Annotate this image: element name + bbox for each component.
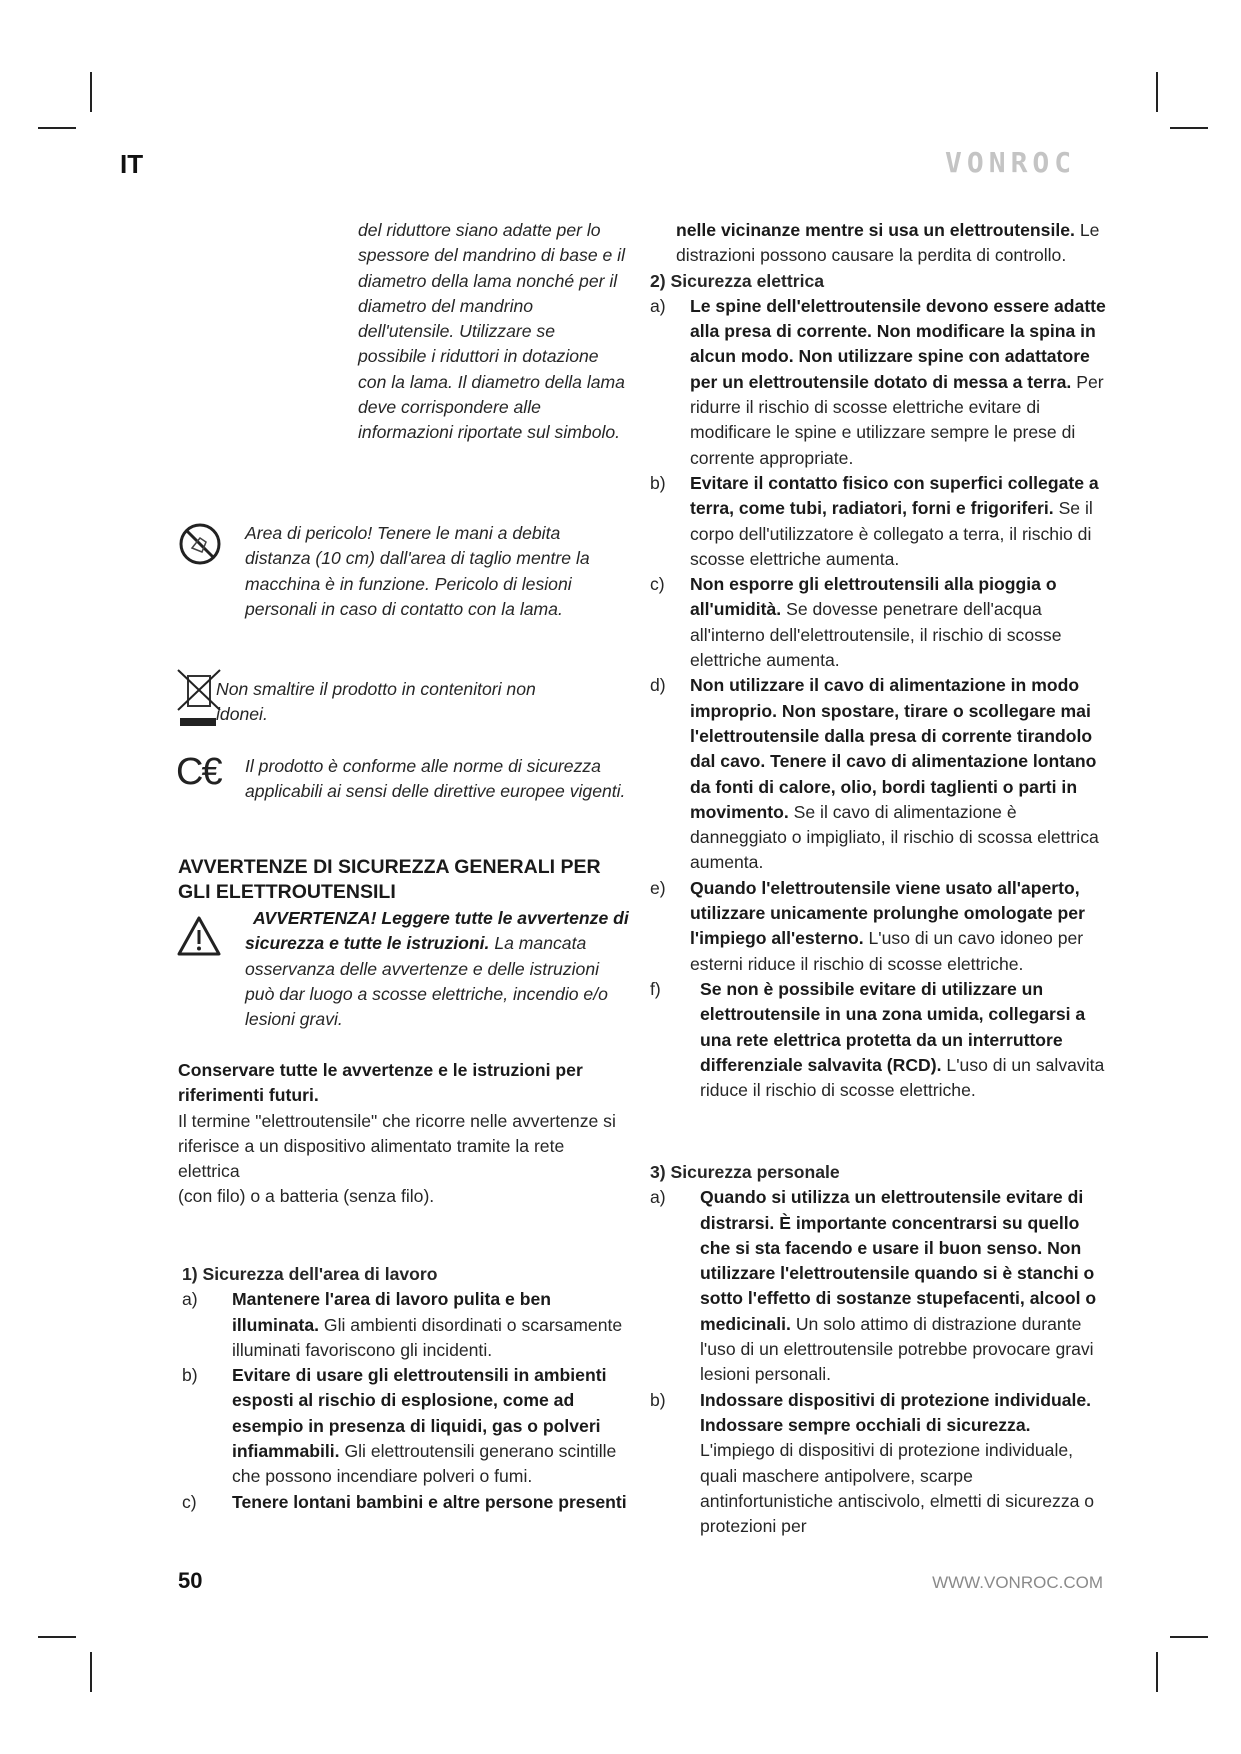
item-label: b): [650, 1389, 666, 1410]
item-label: c): [182, 1491, 197, 1512]
keep-instructions: Conservare tutte le avvertenze e le istruzioni per riferimenti futuri.: [178, 1060, 583, 1106]
crop-mark: [1170, 127, 1208, 129]
item-bold: Le spine dell'elettroutensile devono essere adatte alla presa di corrente. Non modificare la spina in alcun modo. Non utilizzare spine con adattatore per un elettroutensile dotato di messa a terra.: [690, 295, 1106, 392]
left-body: [178, 1058, 628, 1210]
list-item: [650, 572, 1106, 673]
work-area-section: [182, 1262, 628, 1515]
warning-body: La mancata osservanza delle avvertenze e delle istruzioni può dar luogo a scosse elettriche, incendio e/o lesioni gravi.: [245, 933, 608, 1030]
item-text: L'uso di un cavo idoneo per esterni riduce il rischio di scosse elettriche.: [690, 928, 1084, 974]
term-line: (con filo) o a batteria (senza filo).: [178, 1186, 435, 1207]
list-item: [650, 471, 1106, 572]
item-text: Gli elettroutensili generano scintille che possono incendiare polveri o fumi.: [232, 1441, 617, 1487]
warning-bold: AVVERTENZA! Leggere tutte le avvertenze di sicurezza e tutte le istruzioni.: [245, 908, 629, 954]
list-item: [650, 673, 1106, 875]
item-bold: Evitare il contatto fisico con superfici collegate a terra, come tubi, radiatori, forni e frigoriferi.: [690, 472, 1099, 519]
continued-text: Le distrazioni possono causare la perdita di controllo.: [676, 220, 1100, 266]
item-bold: Tenere lontani bambini e altre persone presenti: [232, 1491, 627, 1512]
item-text: Per ridurre il rischio di scosse elettriche evitare di modificare le spine e utilizzare sempre le prese di corrente appropriate.: [690, 371, 1104, 468]
term-line: Il termine "elettroutensile" che ricorre nelle avvertenze si: [178, 1110, 616, 1131]
personal-safety-section: [650, 1160, 1106, 1539]
item-text: Se il corpo dell'utilizzatore è collegato a terra, il rischio di scosse elettriche aumenta.: [690, 498, 1093, 569]
item-bold: Non utilizzare il cavo di alimentazione in modo improprio. Non spostare, tirare o scollegare mai l'elettroutensile dalla presa di corrente tirandolo dal cavo. Tenere il cavo di alimentazione lontano da fonti di calore, olio, bordi taglienti o parti in movimento.: [690, 675, 1097, 822]
term-line: riferisce a un dispositivo alimentato tramite la rete elettrica: [178, 1135, 565, 1182]
item-label: d): [650, 675, 666, 696]
warning-triangle-icon: [176, 915, 222, 957]
item-label: f): [650, 978, 661, 999]
crop-mark: [90, 72, 92, 112]
ce-mark-icon: C€: [176, 751, 221, 793]
list-item: [650, 977, 1106, 1103]
list-item: [650, 876, 1106, 977]
ce-text: Il prodotto è conforme alle norme di sicurezza applicabili ai sensi delle direttive europee vigenti.: [245, 756, 626, 802]
item-bold: Evitare di usare gli elettroutensili in ambienti esposti al rischio di esplosione, come ad esempio in presenza di liquidi, gas o polveri infiammabili.: [232, 1365, 607, 1462]
item-label: a): [182, 1289, 198, 1310]
section-heading: AVVERTENZE DI SICUREZZA GENERALI PER GLI ELETTROUTENSILI: [178, 856, 601, 903]
item-text: Se il cavo di alimentazione è danneggiato o impigliato, il rischio di scossa elettrica aumenta.: [690, 801, 1099, 873]
list-item: [182, 1490, 628, 1515]
item-label: b): [182, 1365, 198, 1386]
item-label: e): [650, 877, 666, 898]
continued-bold: nelle vicinanze mentre si usa un elettroutensile.: [676, 220, 1075, 240]
list-item: [650, 294, 1106, 471]
brand-logo: VONROC: [945, 146, 1077, 179]
danger-text: Area di pericolo! Tenere le mani a debita distanza (10 cm) dall'area di taglio mentre la macchina è in funzione. Pericolo di lesioni personali in caso di contatto con la lama.: [245, 523, 590, 619]
warning-text: [245, 906, 630, 1032]
list-item: [182, 1363, 628, 1489]
item-label: a): [650, 1187, 666, 1208]
item-bold: Indossare dispositivi di protezione individuale. Indossare sempre occhiali di sicurezza.: [700, 1389, 1092, 1435]
list-item: [650, 1185, 1106, 1387]
item-label: c): [650, 574, 665, 595]
list-item: [182, 1287, 628, 1363]
item-text: L'uso di un salvavita riduce il rischio di scosse elettriche.: [700, 1054, 1105, 1101]
item-text: Un solo attimo di distrazione durante l'uso di un elettroutensile potrebbe provocare gravi lesioni personali.: [700, 1313, 1094, 1385]
language-code: IT: [120, 149, 144, 179]
section-title: 1) Sicurezza dell'area di lavoro: [182, 1264, 438, 1284]
section-title: 3) Sicurezza personale: [650, 1162, 840, 1182]
item-label: a): [650, 295, 666, 316]
item-label: b): [650, 472, 666, 493]
hand-danger-icon: [178, 522, 222, 566]
item-text: L'impiego di dispositivi di protezione individuale, quali maschere antipolvere, scarpe antinfortunistiche antiscivolo, elmetti di sicurezza o protezioni per: [700, 1440, 1095, 1537]
item-text: Se dovesse penetrare dell'acqua all'interno dell'elettroutensile, il rischio di scosse elettriche aumenta.: [690, 599, 1062, 671]
page-number: 50: [178, 1568, 203, 1593]
weee-text-content: Non smaltire il prodotto in contenitori non idonei.: [216, 679, 536, 724]
website-link: WWW.VONROC.COM: [932, 1573, 1103, 1592]
item-bold: Non esporre gli elettroutensili alla pioggia o all'umidità.: [690, 574, 1057, 620]
crop-mark: [1170, 1636, 1208, 1638]
crop-mark: [90, 1652, 92, 1692]
section-title: 2) Sicurezza elettrica: [650, 270, 825, 291]
item-bold: Quando si utilizza un elettroutensile evitare di distrarsi. È importante concentrarsi su quello che si sta facendo e usare il buon senso. Non utilizzare l'elettroutensile quando si è stanchi o sotto l'effetto di sostanze stupefacenti, alcool o medicinali.: [700, 1187, 1097, 1334]
electrical-section: [650, 218, 1106, 1103]
crop-mark: [1156, 72, 1158, 112]
list-item: [650, 1388, 1106, 1540]
reducer-text: del riduttore siano adatte per lo spessore del mandrino di base e il diametro della lama nonché per il diametro del mandrino dell'utensile. Utilizzare se possibile i riduttori in dotazione con la lama. Il diametro della lama deve corrispondere alle informazioni riportate sul simbolo.: [358, 220, 625, 443]
weee-text: [216, 677, 606, 727]
item-bold: Quando l'elettroutensile viene usato all'aperto, utilizzare unicamente prolunghe omologate per l'impiego all'esterno.: [690, 877, 1085, 949]
item-bold: Mantenere l'area di lavoro pulita e ben illuminata.: [232, 1289, 552, 1335]
crop-mark: [38, 1636, 76, 1638]
item-text: Gli ambienti disordinati o scarsamente illuminati favoriscono gli incidenti.: [232, 1314, 623, 1360]
crop-mark: [38, 127, 76, 129]
item-bold: Se non è possibile evitare di utilizzare un elettroutensile in una zona umida, collegarsi a una rete elettrica protetta da un interruttore differenziale salvavita (RCD).: [700, 978, 1086, 1075]
crop-mark: [1156, 1652, 1158, 1692]
